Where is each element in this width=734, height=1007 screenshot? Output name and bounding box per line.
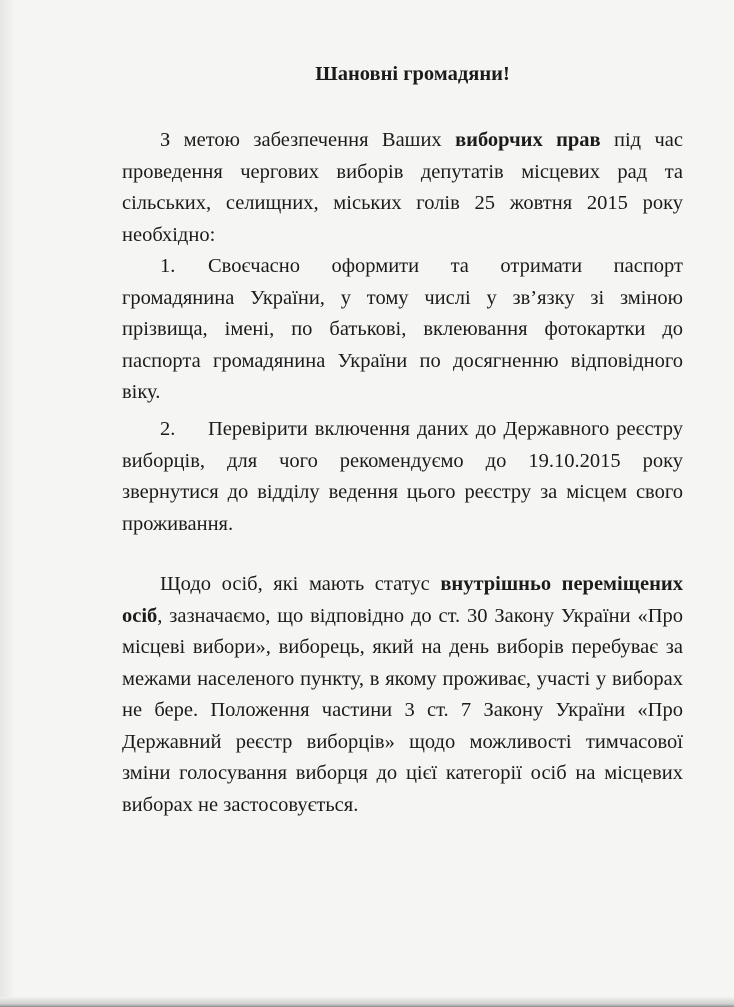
idp-paragraph xyxy=(122,569,683,821)
page-left-edge xyxy=(0,0,14,1007)
idp-text-end: , зазначаємо, що відповідно до ст. 30 Закону України «Про місцеві вибори», виборець, який на день виборів перебуває за межами населеного пункту, в якому проживає, участі у виборах не бере. Положення частини 3 ст. 7 Закону України «Про Державний реєстр виборців» щодо можливості тимчасової зміни голосування виборця до цієї категорії осіб на місцевих виборах не застосовується. xyxy=(122,604,683,816)
list-item-2-number: 2. xyxy=(160,418,176,440)
intro-text-end: під час проведення чергових виборів депутатів місцевих рад та сільських, селищних, міських голів 25 жовтня 2015 року необхідно: xyxy=(122,129,683,246)
intro-paragraph xyxy=(122,125,683,251)
idp-text-start: Щодо осіб, які мають статус xyxy=(160,573,441,595)
idp-emphasis: внутрішньо переміщених осіб xyxy=(122,573,683,627)
page-bottom-edge xyxy=(0,997,734,1007)
list-item-1 xyxy=(122,251,683,409)
intro-emphasis: виборчих прав xyxy=(455,129,601,151)
intro-text-start: З метою забезпечення Ваших xyxy=(160,129,456,151)
document-title: Шановні громадяни! xyxy=(315,63,510,85)
list-item-2-text: Перевірити включення даних до Державного реєстру виборців, для чого рекомендуємо до 19.10.2015 року звернутися до відділу ведення цього реєстру за місцем свого проживання. xyxy=(122,418,683,535)
list-item-1-text: Своєчасно оформити та отримати паспорт громадянина України, у тому числі у зв’язку зі зміною прізвища, імені, по батькові, вклеювання фотокартки до паспорта громадянина України по досягненню відповідного віку. xyxy=(122,255,683,403)
list-item-2 xyxy=(122,414,683,540)
list-item-1-number: 1. xyxy=(160,255,176,277)
